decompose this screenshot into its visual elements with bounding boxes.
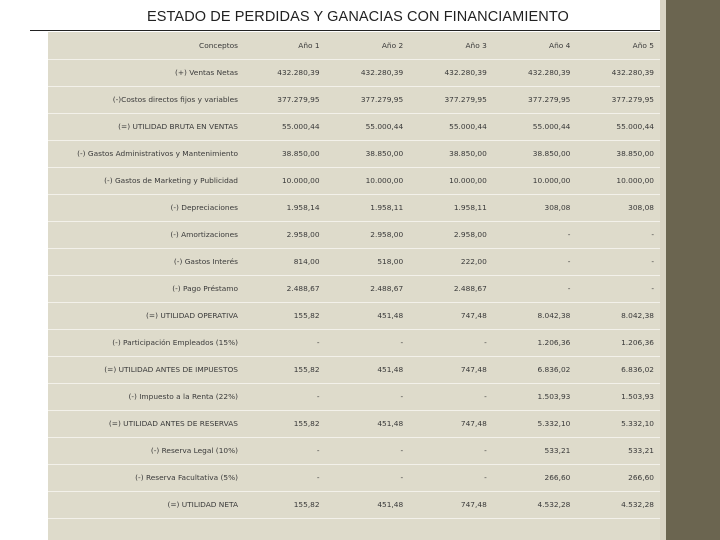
row-value-year-1: 55.000,44 [242,113,326,140]
row-value-year-3: 2.488,67 [409,275,493,302]
row-value-year-1: 155,82 [242,302,326,329]
row-value-year-5: 4.532,28 [576,491,660,518]
row-value-year-4: 8.042,38 [493,302,577,329]
row-value-year-5: 1.503,93 [576,383,660,410]
header-year-2: Año 2 [326,32,410,59]
row-value-year-2: 432.280,39 [326,59,410,86]
row-label: (-) Amortizaciones [48,221,242,248]
row-value-year-3: - [409,383,493,410]
table-row [48,356,660,383]
table-row [48,410,660,437]
row-value-year-2: 2.958,00 [326,221,410,248]
table-row [48,59,660,86]
table-row [48,248,660,275]
row-value-year-5: 8.042,38 [576,302,660,329]
side-decoration-band [666,0,720,540]
header-concept: Conceptos [48,32,242,59]
header-row [48,32,660,59]
header-year-5: Año 5 [576,32,660,59]
row-value-year-2: - [326,383,410,410]
row-value-year-2: 451,48 [326,302,410,329]
row-label: (=) UTILIDAD NETA [48,491,242,518]
row-value-year-5: 266,60 [576,464,660,491]
row-label: (=) UTILIDAD BRUTA EN VENTAS [48,113,242,140]
row-value-year-5: - [576,221,660,248]
row-value-year-2: - [326,464,410,491]
row-value-year-3: 38.850,00 [409,140,493,167]
header-year-4: Año 4 [493,32,577,59]
table-row [48,437,660,464]
row-label: (-) Gastos Interés [48,248,242,275]
row-label: (=) UTILIDAD ANTES DE RESERVAS [48,410,242,437]
row-value-year-1: - [242,329,326,356]
income-statement-table [48,32,660,519]
row-value-year-4: 1.206,36 [493,329,577,356]
row-label: (-) Depreciaciones [48,194,242,221]
row-value-year-2: 1.958,11 [326,194,410,221]
row-label: (-) Impuesto a la Renta (22%) [48,383,242,410]
row-value-year-1: 2.488,67 [242,275,326,302]
table-row [48,329,660,356]
row-value-year-5: 6.836,02 [576,356,660,383]
table-row [48,167,660,194]
row-value-year-3: - [409,329,493,356]
row-value-year-4: 266,60 [493,464,577,491]
row-label: (-) Reserva Legal (10%) [48,437,242,464]
table-row [48,86,660,113]
row-value-year-1: 155,82 [242,356,326,383]
row-label: (-)Costos directos fijos y variables [48,86,242,113]
row-value-year-4: - [493,221,577,248]
row-value-year-1: - [242,383,326,410]
row-value-year-3: 55.000,44 [409,113,493,140]
row-value-year-3: 747,48 [409,410,493,437]
row-value-year-3: 10.000,00 [409,167,493,194]
row-value-year-2: 518,00 [326,248,410,275]
row-value-year-2: 55.000,44 [326,113,410,140]
row-value-year-4: 308,08 [493,194,577,221]
row-value-year-3: 222,00 [409,248,493,275]
row-value-year-5: 1.206,36 [576,329,660,356]
row-value-year-4: 10.000,00 [493,167,577,194]
row-value-year-5: - [576,275,660,302]
row-value-year-4: 6.836,02 [493,356,577,383]
row-value-year-4: 432.280,39 [493,59,577,86]
header-year-3: Año 3 [409,32,493,59]
row-value-year-1: - [242,437,326,464]
row-value-year-1: 2.958,00 [242,221,326,248]
row-value-year-2: - [326,329,410,356]
row-value-year-4: 377.279,95 [493,86,577,113]
page-title: ESTADO DE PERDIDAS Y GANACIAS CON FINANCIAMIENTO [147,9,569,25]
row-value-year-4: 1.503,93 [493,383,577,410]
row-value-year-3: 377.279,95 [409,86,493,113]
row-value-year-1: 155,82 [242,491,326,518]
title-underline [30,30,660,31]
row-value-year-1: 10.000,00 [242,167,326,194]
row-value-year-2: 10.000,00 [326,167,410,194]
row-value-year-4: - [493,248,577,275]
row-value-year-5: 10.000,00 [576,167,660,194]
row-value-year-2: 2.488,67 [326,275,410,302]
row-value-year-3: 1.958,11 [409,194,493,221]
table-row [48,464,660,491]
row-value-year-5: 308,08 [576,194,660,221]
row-value-year-1: 432.280,39 [242,59,326,86]
table-row [48,140,660,167]
row-value-year-4: 5.332,10 [493,410,577,437]
table-row [48,194,660,221]
row-label: (+) Ventas Netas [48,59,242,86]
row-value-year-1: 38.850,00 [242,140,326,167]
row-value-year-3: 747,48 [409,356,493,383]
row-value-year-5: 38.850,00 [576,140,660,167]
row-value-year-3: 432.280,39 [409,59,493,86]
row-label: (-) Participación Empleados (15%) [48,329,242,356]
row-label: (-) Gastos Administrativos y Mantenimiento [48,140,242,167]
row-value-year-2: 377.279,95 [326,86,410,113]
row-label: (=) UTILIDAD ANTES DE IMPUESTOS [48,356,242,383]
row-value-year-2: - [326,437,410,464]
row-value-year-5: 533,21 [576,437,660,464]
row-label: (-) Pago Préstamo [48,275,242,302]
row-value-year-5: - [576,248,660,275]
row-value-year-5: 5.332,10 [576,410,660,437]
row-label: (=) UTILIDAD OPERATIVA [48,302,242,329]
header-year-1: Año 1 [242,32,326,59]
row-value-year-3: 747,48 [409,491,493,518]
row-value-year-3: - [409,437,493,464]
row-value-year-2: 451,48 [326,491,410,518]
row-value-year-5: 55.000,44 [576,113,660,140]
table-row [48,221,660,248]
row-value-year-3: - [409,464,493,491]
row-value-year-1: 377.279,95 [242,86,326,113]
row-value-year-1: - [242,464,326,491]
row-value-year-2: 451,48 [326,410,410,437]
table-row [48,491,660,518]
row-value-year-1: 814,00 [242,248,326,275]
side-decoration-stripe [660,0,666,540]
row-value-year-4: 38.850,00 [493,140,577,167]
table-row [48,113,660,140]
row-value-year-4: - [493,275,577,302]
row-value-year-5: 432.280,39 [576,59,660,86]
row-value-year-1: 1.958,14 [242,194,326,221]
table-row [48,383,660,410]
row-value-year-4: 533,21 [493,437,577,464]
row-value-year-4: 55.000,44 [493,113,577,140]
row-value-year-1: 155,82 [242,410,326,437]
row-label: (-) Gastos de Marketing y Publicidad [48,167,242,194]
row-value-year-2: 38.850,00 [326,140,410,167]
row-value-year-4: 4.532,28 [493,491,577,518]
row-value-year-3: 2.958,00 [409,221,493,248]
row-label: (-) Reserva Facultativa (5%) [48,464,242,491]
table-row [48,275,660,302]
row-value-year-5: 377.279,95 [576,86,660,113]
table-row [48,302,660,329]
row-value-year-3: 747,48 [409,302,493,329]
row-value-year-2: 451,48 [326,356,410,383]
